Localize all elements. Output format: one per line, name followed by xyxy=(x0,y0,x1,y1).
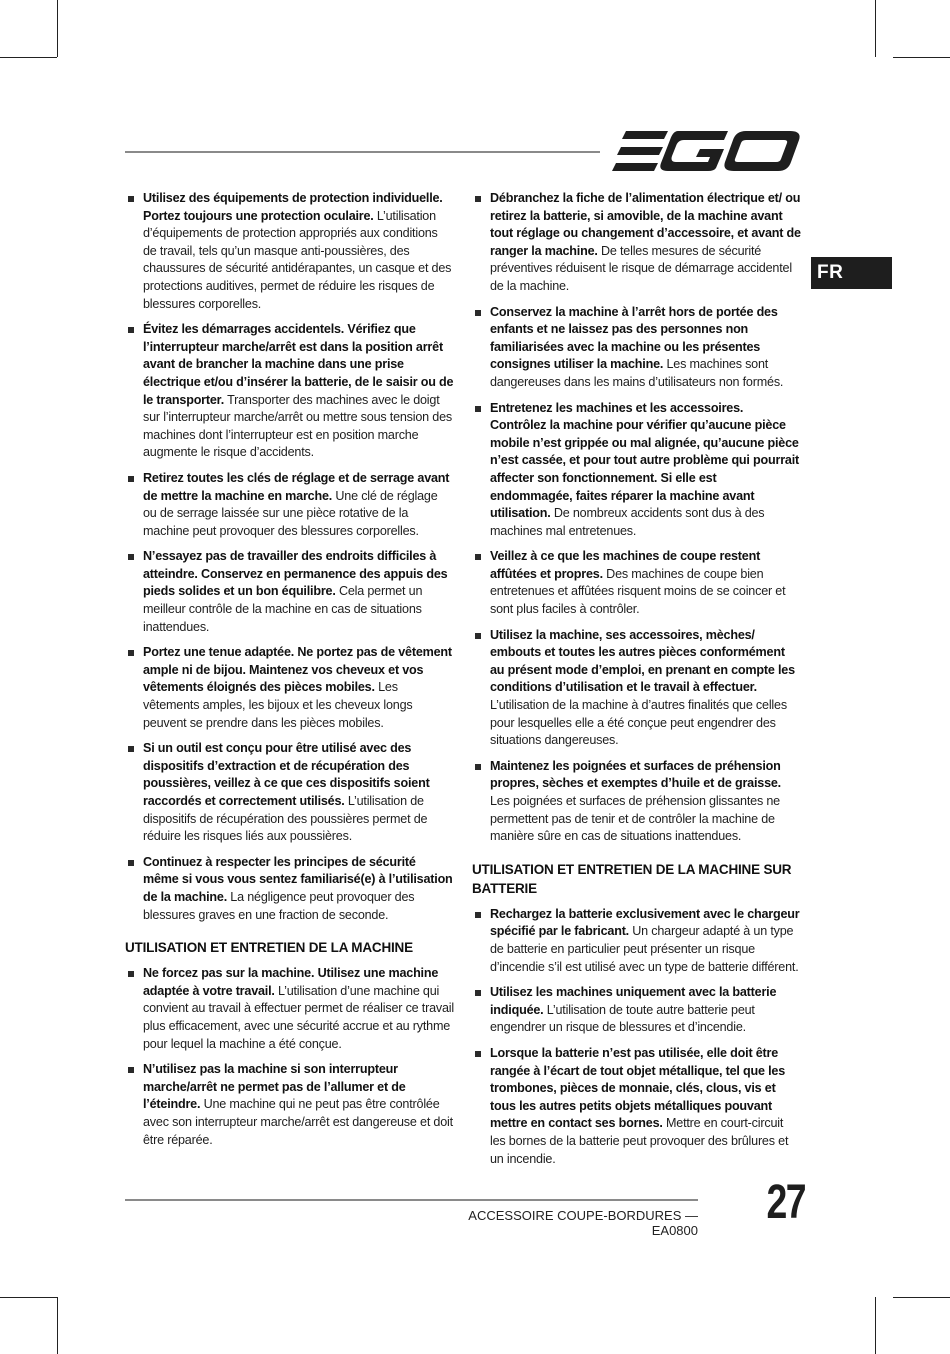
ego-logo xyxy=(612,128,802,174)
list-item-text: L’utilisation d’équipements de protection appropriés aux conditions de travail, tels qu’un masque anti-poussières, des chaussures de sécurité antidérapantes, un casque et des protections auditives, permet de réduire les risques de blessures corporelles. xyxy=(143,208,452,311)
crop-mark xyxy=(893,1297,950,1298)
right-column xyxy=(472,190,801,1176)
list-item xyxy=(125,548,454,636)
header-rule xyxy=(125,151,600,153)
section-title-machine-use: UTILISATION ET ENTRETIEN DE LA MACHINE xyxy=(125,940,413,956)
list-item-heading: Continuez à respecter les principes de sécurité même si vous vous sentez familiarisé(e) à l’utilisation de la machine. xyxy=(143,854,453,904)
list-item-heading: Entretenez les machines et les accessoires. Contrôlez la machine pour vérifier qu’aucune pièce mobile n’est grippée ou mal alignée, qu’aucune pièce n’est cassée, et pour tout autre problème qui pourrait affecter son fonctionnement. Si elle est endommagée, faites réparer la machine avant utilisation. xyxy=(490,400,800,521)
list-item xyxy=(472,190,801,296)
list-item-text: Cela permet un meilleur contrôle de la machine en cas de situations inattendues. xyxy=(143,584,423,634)
list-item-heading: Retirez toutes les clés de réglage et de serrage avant de mettre la machine en marche. xyxy=(143,470,450,503)
list-item-heading: Évitez les démarrages accidentels. Vérifiez que l’interrupteur marche/arrêt est dans la position arrêt avant de brancher la machine dans une prise électrique et/ou d’insérer la batterie, de le saisir ou de le transporter. xyxy=(143,322,454,407)
section-title-battery-use: UTILISATION ET ENTRETIEN DE LA MACHINE SUR BATTERIE xyxy=(472,861,792,896)
list-item-heading: Veillez à ce que les machines de coupe restent affûtées et propres. xyxy=(490,549,761,581)
list-item-heading: Conservez la machine à l’arrêt hors de portée des enfants et ne laissez pas des personnes non familiarisées avec la machine ou les présentes consignes utiliser la machine. xyxy=(490,304,778,372)
safety-list-maintenance xyxy=(472,190,801,846)
list-item-text: La négligence peut provoquer des blessures graves en une fraction de seconde. xyxy=(143,889,415,922)
list-item-text: Un chargeur adapté à un type de batterie en particulier peut présenter un risque d’incendie s’il est utilisé avec un type de batterie différent. xyxy=(490,924,799,974)
crop-mark xyxy=(0,1297,57,1298)
list-item-heading: Utilisez des équipements de protection individuelle. Portez toujours une protection oculaire. xyxy=(143,191,443,223)
safety-list-general xyxy=(125,190,454,924)
list-item xyxy=(472,1045,801,1168)
list-item xyxy=(472,400,801,541)
list-item-text: Transporter des machines avec le doigt sur l’interrupteur marche/arrêt ou mettre sous tension des machines dont l’interrupteur est en position marche augmente le risque d’accidents. xyxy=(143,392,452,460)
list-item-heading: Portez une tenue adaptée. Ne portez pas de vêtement ample ni de bijou. Maintenez vos cheveux et vos vêtements éloignés des pièces mobiles. xyxy=(143,645,452,695)
left-column xyxy=(125,190,454,1157)
list-item-heading: Lorsque la batterie n’est pas utilisée, elle doit être rangée à l’écart de tout objet métallique, tel que les trombones, pièces de monnaie, clés, clous, vis et tous les autres petits objets métalliques pouvant mettre en contact ses bornes. xyxy=(490,1045,786,1131)
list-item xyxy=(125,644,454,732)
crop-mark xyxy=(893,57,950,58)
list-item-text: L’utilisation de toute autre batterie peut engendrer un risque de blessures et d’incendie. xyxy=(490,1002,755,1035)
crop-mark xyxy=(0,57,57,58)
list-item-text: L’utilisation d’une machine qui convient au travail à effectuer permet de réaliser ce travail plus efficacement, avec une sécurité accrue et au rythme pour lequel la machine a été conçue. xyxy=(143,983,454,1051)
list-item xyxy=(125,321,454,462)
list-item-text: Une clé de réglage ou de serrage laissée sur une pièce rotative de la machine peut provoquer des blessures corporelles. xyxy=(143,488,438,538)
list-item-text: Une machine qui ne peut pas être contrôlée avec son interrupteur marche/arrêt est dangereuse et doit être réparée. xyxy=(143,1097,453,1147)
list-item xyxy=(472,984,801,1037)
page-number: 27 xyxy=(766,1176,805,1229)
list-item-text: L’utilisation de la machine à d’autres finalités que celles pour lesquelles elle a été conçue peut engendrer des situations dangereuses. xyxy=(490,698,787,748)
crop-mark xyxy=(875,0,876,57)
list-item xyxy=(472,758,801,846)
list-item xyxy=(472,548,801,618)
list-item-text: L’utilisation de dispositifs de récupération des poussières permet de réduire les risques liés aux poussières. xyxy=(143,794,428,844)
list-item-heading: Rechargez la batterie exclusivement avec le chargeur spécifié par le fabricant. xyxy=(490,906,800,939)
crop-mark xyxy=(57,1297,58,1354)
list-item-text: De nombreux accidents sont dus à des machines mal entretenues. xyxy=(490,506,765,538)
list-item-heading: Maintenez les poignées et surfaces de préhension propres, sèches et exemptes d’huile et de graisse. xyxy=(490,758,781,791)
safety-list-battery-use xyxy=(472,906,801,1168)
list-item xyxy=(472,906,801,976)
list-item-heading: Utilisez la machine, ses accessoires, mèches/ embouts et toutes les autres pièces conformément au présent mode d’emploi, en prenant en compte les conditions d’utilisation et le travail à effectuer. xyxy=(490,627,795,695)
list-item xyxy=(125,965,454,1053)
safety-list-machine-use xyxy=(125,965,454,1149)
crop-mark xyxy=(57,0,58,57)
list-item-text: Les vêtements amples, les bijoux et les cheveux longs peuvent se prendre dans les pièces mobiles. xyxy=(143,680,413,730)
list-item-heading: Ne forcez pas sur la machine. Utilisez une machine adaptée à votre travail. xyxy=(143,966,439,998)
footer-rule xyxy=(125,1199,698,1201)
list-item xyxy=(472,627,801,750)
list-item xyxy=(125,470,454,540)
list-item-heading: N’essayez pas de travailler des endroits difficiles à atteindre. Conservez en permanence des appuis des pieds solides et un bon équilibre. xyxy=(143,549,448,599)
list-item xyxy=(125,854,454,924)
list-item xyxy=(125,740,454,846)
list-item-text: Les machines sont dangereuses dans les mains d’utilisateurs non formés. xyxy=(490,357,784,389)
list-item-heading: Débranchez la fiche de l’alimentation électrique et/ ou retirez la batterie, si amovible, de la machine avant tout réglage ou changement d’accessoire, et avant de ranger la machine. xyxy=(490,191,801,258)
list-item-text: Des machines de coupe bien entretenues et affûtées risquent moins de se coincer et sont plus faciles à contrôler. xyxy=(490,566,786,617)
list-item-text: De telles mesures de sécurité préventives réduisent le risque de démarrage accidentel de la machine. xyxy=(490,243,792,293)
list-item-text: Mettre en court-circuit les bornes de la batterie peut provoquer des brûlures et un incendie. xyxy=(490,1116,789,1166)
footer-product-name: ACCESSOIRE COUPE-BORDURES — EA0800 xyxy=(468,1208,698,1238)
list-item xyxy=(125,190,454,313)
list-item-heading: Utilisez les machines uniquement avec la batterie indiquée. xyxy=(490,985,777,1017)
list-item-heading: N’utilisez pas la machine si son interrupteur marche/arrêt ne permet pas de l’allumer et de l’éteindre. xyxy=(143,1062,406,1112)
list-item-text: Les poignées et surfaces de préhension glissantes ne permettent pas de tenir et de contrôler la machine de manière sûre en cas de situations inattendues. xyxy=(490,794,780,844)
list-item xyxy=(472,304,801,392)
language-tab: FR xyxy=(811,257,892,289)
list-item-heading: Si un outil est conçu pour être utilisé avec des dispositifs d’extraction et de récupération des poussières, veillez à ce que ces dispositifs soient raccordés et correctement utilisés. xyxy=(143,741,430,808)
list-item xyxy=(125,1061,454,1149)
crop-mark xyxy=(875,1297,876,1354)
